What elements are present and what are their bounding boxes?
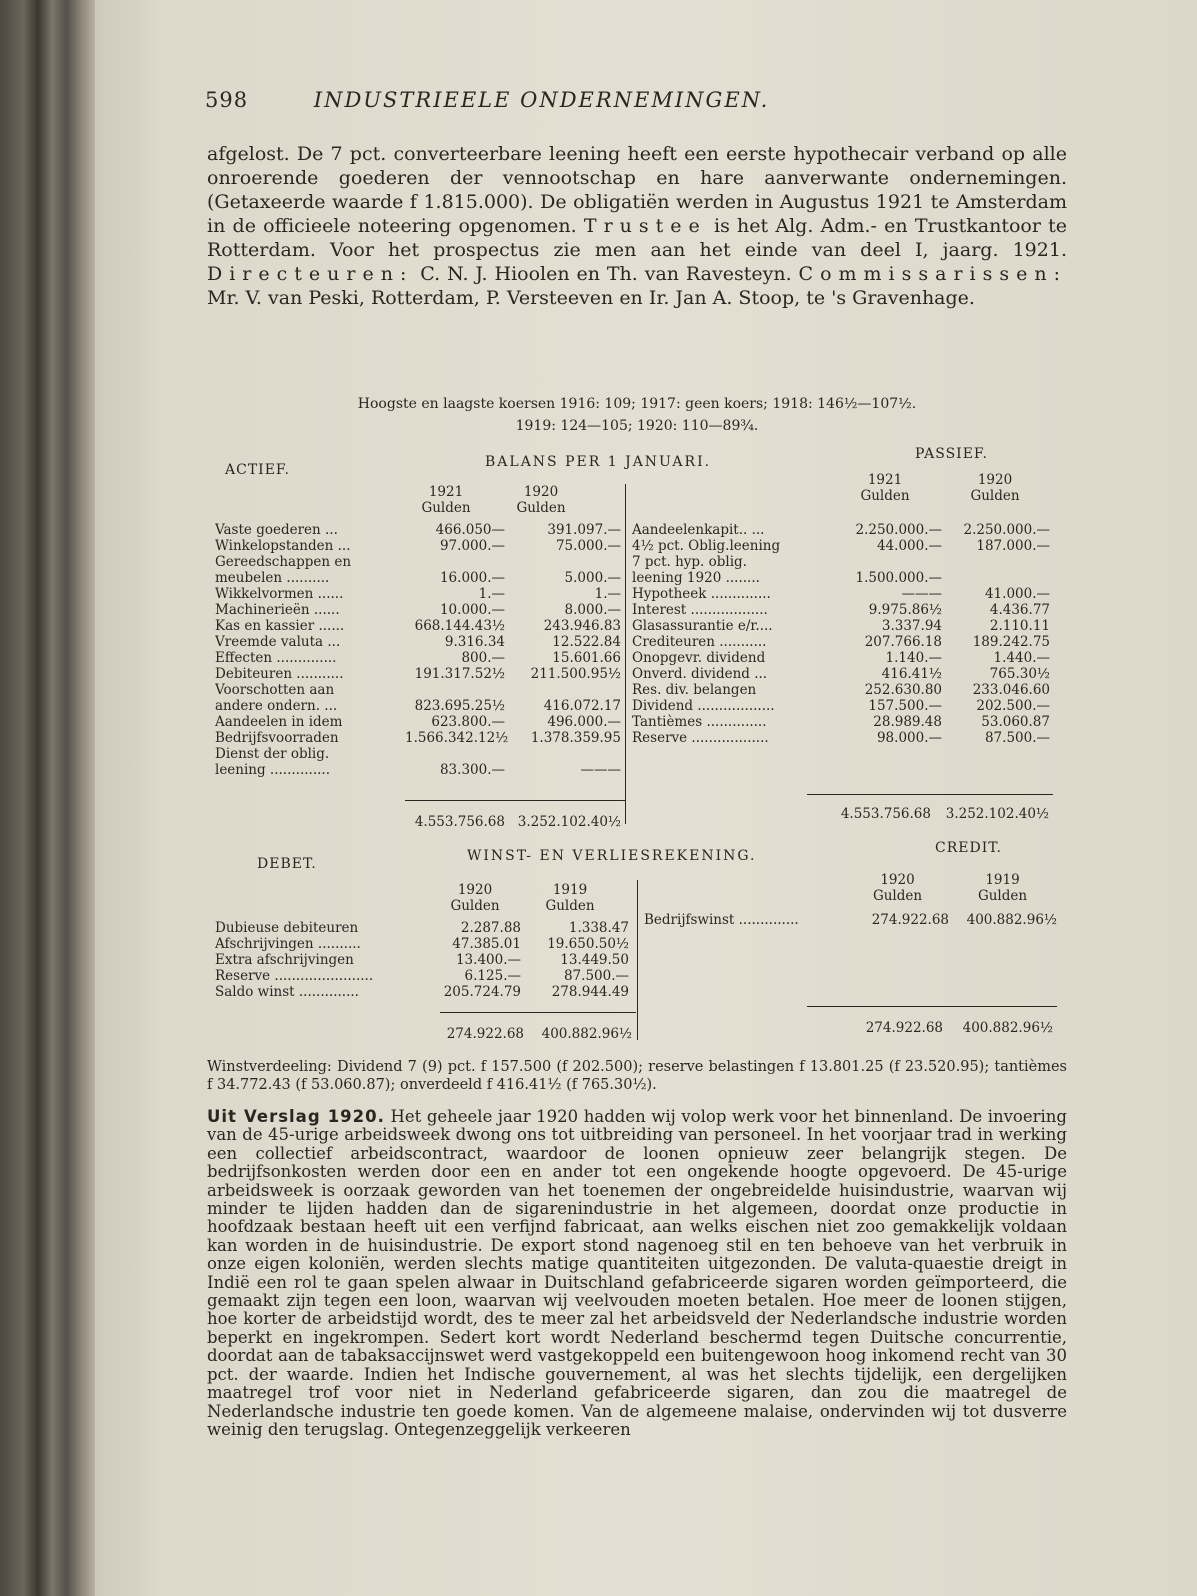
table-row xyxy=(215,554,625,570)
row-value-2: 416.072.17 xyxy=(543,698,621,714)
row-value-1 xyxy=(405,746,505,762)
row-value-1 xyxy=(837,506,942,522)
row-value-2 xyxy=(942,506,1050,522)
intro-text-3: C. N. J. Hioolen en Th. van Ravesteyn. xyxy=(420,263,792,285)
row-value-1: 83.300.— xyxy=(439,762,505,778)
row-label: Extra afschrijvingen xyxy=(215,952,354,968)
row-label xyxy=(632,490,837,506)
table-row xyxy=(632,506,1052,522)
credit-colheads xyxy=(845,872,1055,904)
table-row xyxy=(215,984,635,1000)
row-value-1: 252.630.80 xyxy=(864,682,942,698)
row-label: Hypotheek .............. xyxy=(632,586,771,602)
intro-text-1: afgelost. De 7 pct. converteerbare leening heeft een eerste hypothecair verband op alle onroerende goederen der vennootschap en hare aanverwante ondernemingen. (Getaxeerde waarde f 1.815.000). De obligatiën werden in Augustus 1921 te Amsterdam in de officieele noteering opgenomen. xyxy=(207,143,1067,237)
row-value-2: 400.882.96½ xyxy=(966,912,1057,928)
row-value-1: 207.766.18 xyxy=(864,634,942,650)
actief-unit-2: Gulden xyxy=(516,500,566,516)
passief-year-2: 1920 xyxy=(977,472,1013,488)
row-label: Kas en kassier ...... xyxy=(215,618,345,634)
intro-text-4: Mr. V. van Peski, Rotterdam, P. Versteeven en Ir. Jan A. Stoop, te 's Gravenhage. xyxy=(207,287,975,309)
verslag-text: Het geheele jaar 1920 hadden wij volop werk voor het binnenland. De invoering van de 45-urige arbeidsweek dwong ons tot uitbreiding van personeel. In het voorjaar trad in werking een collectief arbeidscontract, waardoor de loonen opnieuw zeer belangrijk stegen. De bedrijfsonkosten werden door een en ander tot een ongekende hoogte opgevoerd. De 45-urige arbeidsweek is oorzaak geworden van het toenemen der ongebreidelde huisindustrie, waarvan wij minder te lijden hadden dan de sigarenindustrie in het algemeen, doordat onze productie in hoofdzaak bestaan heeft uit een verfijnd fabricaat, aan welks eischen niet zoo gemakkelijk voldaan kan worden in de huisindustrie. De export stond nagenoeg stil en ten behoeve van het verbruik in onze eigen koloniën, werden slechts matige quantiteiten uitgezonden. De valuta-quaestie dreigt in Indië een rol te gaan spelen alwaar in Duitschland gefabriceerde sigaren worden geïmporteerd, die gemaakt zijn tegen een loon, waarvan wij veelvouden moeten betalen. Hoe meer de loonen stijgen, hoe korter de arbeidstijd wordt, des te meer zal het arbeidsveld der Nederlandsche industrie worden beperkt en ingekrompen. Sedert kort wordt Nederland beschermd tegen Duitsche concurrentie, doordat aan de tabaksaccijnswet werd vastgekoppeld een buitengewoon hoog inkomend recht van 30 pct. der waarde. Indien het Indische gouvernement, al was het slechts tijdelijk, een dergelijken maatregel trof voor niet in Nederland gefabriceerde sigaren, dan zou die maatregel de Nederlandsche industrie ten goede komen. Van de algemeene malaise, ondervinden wij tot dusverre weinig den terugslag. Ontegenzeggelijk verkeeren xyxy=(207,1107,1067,1439)
row-label: andere ondern. ... xyxy=(215,698,338,714)
row-value-1: 466.050— xyxy=(435,522,505,538)
row-label: Vreemde valuta ... xyxy=(215,634,341,650)
row-value-1: 1.140.— xyxy=(885,650,942,666)
debet-colheads xyxy=(430,882,620,914)
debet-total-rule xyxy=(440,1012,636,1013)
row-label: Saldo winst .............. xyxy=(215,984,359,1000)
passief-totals xyxy=(807,806,1053,822)
debet-unit-2: Gulden xyxy=(545,898,595,914)
row-label: Res. div. belangen xyxy=(632,682,757,698)
passief-total-rule xyxy=(807,794,1053,795)
running-title: INDUSTRIEELE ONDERNEMINGEN. xyxy=(313,88,770,112)
actief-year-2: 1920 xyxy=(523,484,559,500)
row-label: Debiteuren ........... xyxy=(215,666,344,682)
table-row xyxy=(632,554,1052,570)
table-row xyxy=(215,762,625,778)
table-row xyxy=(215,730,625,746)
passief-total-2: 3.252.102.40½ xyxy=(945,806,1049,822)
row-value-2: 19.650.50½ xyxy=(547,936,629,952)
table-row xyxy=(632,650,1052,666)
row-label: Dubieuse debiteuren xyxy=(215,920,359,936)
table-row xyxy=(215,714,625,730)
row-label: Wikkelvormen ...... xyxy=(215,586,344,602)
table-row xyxy=(632,618,1052,634)
credit-unit-1: Gulden xyxy=(872,888,923,904)
credit-total-2: 400.882.96½ xyxy=(962,1020,1053,1036)
row-value-1: 800.— xyxy=(461,650,505,666)
row-value-1: 9.316.34 xyxy=(444,634,505,650)
table-row xyxy=(632,698,1052,714)
passief-total-1: 4.553.756.68 xyxy=(840,806,931,822)
row-value-2: 12.522.84 xyxy=(552,634,621,650)
row-value-2: 4.436.77 xyxy=(989,602,1050,618)
row-value-2 xyxy=(505,490,621,506)
row-value-1: 157.500.— xyxy=(868,698,942,714)
row-value-1: 6.125.— xyxy=(464,968,521,984)
credit-totals xyxy=(807,1020,1057,1036)
table-row xyxy=(632,634,1052,650)
actief-table xyxy=(215,490,625,778)
commissarissen-label: Commissarissen: xyxy=(798,263,1067,285)
table-row xyxy=(215,952,635,968)
table-row xyxy=(215,634,625,650)
page-number: 598 xyxy=(205,88,249,112)
row-value-2: 243.946.83 xyxy=(543,618,621,634)
row-value-2 xyxy=(505,506,621,522)
winstverdeeling-note: Winstverdeeling: Dividend 7 (9) pct. f 157.500 (f 202.500); reserve belastingen f 13.801.25 (f 23.520.95); tantièmes f 34.772.43 (f 53.060.87); onverdeeld f 416.41½ (f 765.30½). xyxy=(207,1059,1067,1093)
winst-title: WINST- EN VERLIESREKENING. xyxy=(467,848,757,864)
row-value-1: ——— xyxy=(901,586,942,602)
koersen-line-2: 1919: 124—105; 1920: 110—89¾. xyxy=(515,418,759,434)
row-label: Dividend .................. xyxy=(632,698,775,714)
row-label: Dienst der oblig. xyxy=(215,746,330,762)
row-value-1 xyxy=(837,490,942,506)
directeuren-label: Directeuren: xyxy=(207,263,414,285)
row-value-1: 623.800.— xyxy=(431,714,505,730)
table-row xyxy=(632,490,1052,506)
row-label: leening 1920 ........ xyxy=(632,570,760,586)
debet-table xyxy=(215,920,635,1000)
table-row xyxy=(632,586,1052,602)
row-label: Winkelopstanden ... xyxy=(215,538,351,554)
row-value-2: ——— xyxy=(580,762,621,778)
balans-divider xyxy=(625,484,626,824)
table-row xyxy=(632,602,1052,618)
book-spine xyxy=(0,0,95,1596)
row-label: Bedrijfsvoorraden xyxy=(215,730,339,746)
table-row xyxy=(215,618,625,634)
row-value-1 xyxy=(405,554,505,570)
table-row xyxy=(215,538,625,554)
book-page xyxy=(95,0,1197,1596)
row-value-1 xyxy=(837,554,942,570)
actief-year-1: 1921 xyxy=(428,484,464,500)
actief-unit-1: Gulden xyxy=(421,500,471,516)
row-value-1: 9.975.86½ xyxy=(868,602,942,618)
table-row xyxy=(215,522,625,538)
row-value-1: 16.000.— xyxy=(439,570,505,586)
table-row xyxy=(632,570,1052,586)
trustee-label: Trustee xyxy=(583,215,707,237)
credit-unit-2: Gulden xyxy=(977,888,1028,904)
debet-year-2: 1919 xyxy=(552,882,588,898)
row-value-2: 1.— xyxy=(594,586,621,602)
row-value-2: 87.500.— xyxy=(563,968,629,984)
row-label: meubelen .......... xyxy=(215,570,330,586)
row-value-2 xyxy=(505,554,621,570)
row-value-2: 233.046.60 xyxy=(972,682,1050,698)
row-label xyxy=(215,490,405,506)
row-value-2: 13.449.50 xyxy=(560,952,629,968)
credit-table xyxy=(644,912,1059,928)
row-label: Machinerieën ...... xyxy=(215,602,340,618)
actief-total-1: 4.553.756.68 xyxy=(414,814,505,830)
row-value-2: 1.338.47 xyxy=(568,920,629,936)
row-label: Effecten .............. xyxy=(215,650,337,666)
row-label: Interest .................. xyxy=(632,602,768,618)
row-value-2 xyxy=(942,490,1050,506)
row-value-1: 47.385.01 xyxy=(452,936,521,952)
row-value-1: 205.724.79 xyxy=(443,984,521,1000)
row-value-1: 2.250.000.— xyxy=(855,522,942,538)
row-value-2: 391.097.— xyxy=(547,522,621,538)
debet-label: DEBET. xyxy=(257,856,317,872)
table-row xyxy=(632,666,1052,682)
row-value-2: 1.378.359.95 xyxy=(530,730,621,746)
row-value-2: 15.601.66 xyxy=(552,650,621,666)
row-value-1: 13.400.— xyxy=(455,952,521,968)
table-row xyxy=(215,650,625,666)
passief-table xyxy=(632,490,1052,746)
table-row xyxy=(215,570,625,586)
debet-totals xyxy=(440,1026,636,1042)
row-label: Gereedschappen en xyxy=(215,554,352,570)
table-row xyxy=(632,682,1052,698)
row-label: 4½ pct. Oblig.leening xyxy=(632,538,781,554)
row-label: 7 pct. hyp. oblig. xyxy=(632,554,747,570)
table-row xyxy=(215,682,625,698)
row-value-1: 44.000.— xyxy=(876,538,942,554)
table-row xyxy=(215,506,625,522)
koersen-line-1: Hoogste en laagste koersen 1916: 109; 1917: geen koers; 1918: 146½—107½. xyxy=(357,396,917,412)
row-label: Aandeelen in idem xyxy=(215,714,343,730)
row-label: Tantièmes .............. xyxy=(632,714,767,730)
row-label xyxy=(632,506,837,522)
row-value-1: 1.566.342.12½ xyxy=(405,730,509,746)
row-value-1: 274.922.68 xyxy=(871,912,949,928)
row-value-2: 2.250.000.— xyxy=(963,522,1050,538)
row-label: Vaste goederen ... xyxy=(215,522,338,538)
winst-divider xyxy=(637,880,638,1040)
intro-paragraph xyxy=(207,142,1067,310)
row-value-2: 211.500.95½ xyxy=(530,666,621,682)
debet-total-1: 274.922.68 xyxy=(446,1026,524,1042)
row-label: Reserve .................. xyxy=(632,730,769,746)
row-label xyxy=(215,506,405,522)
table-row xyxy=(632,538,1052,554)
actief-label: ACTIEF. xyxy=(225,462,290,478)
debet-unit-1: Gulden xyxy=(450,898,500,914)
row-value-2: 202.500.— xyxy=(976,698,1050,714)
table-row xyxy=(632,714,1052,730)
row-value-1: 1.— xyxy=(478,586,505,602)
table-row xyxy=(215,698,625,714)
row-value-2: 2.110.11 xyxy=(989,618,1050,634)
row-value-1 xyxy=(405,682,505,698)
passief-year-1: 1921 xyxy=(867,472,903,488)
table-row xyxy=(215,920,635,936)
table-row xyxy=(632,522,1052,538)
table-row xyxy=(215,490,625,506)
verslag-section xyxy=(207,1108,1067,1439)
row-value-1: 191.317.52½ xyxy=(414,666,505,682)
passief-unit-1: Gulden xyxy=(860,488,910,504)
row-label: Aandeelenkapit.. ... xyxy=(632,522,765,538)
row-value-1: 1.500.000.— xyxy=(855,570,942,586)
balans-title: BALANS PER 1 JANUARI. xyxy=(485,454,712,470)
passief-unit-2: Gulden xyxy=(970,488,1020,504)
row-label: Crediteuren ........... xyxy=(632,634,767,650)
credit-total-rule xyxy=(807,1006,1057,1007)
row-value-1: 97.000.— xyxy=(439,538,505,554)
verslag-heading: Uit Verslag 1920. xyxy=(207,1107,385,1126)
row-value-1: 98.000.— xyxy=(876,730,942,746)
row-label: leening .............. xyxy=(215,762,331,778)
credit-year-1: 1920 xyxy=(880,872,915,888)
table-row xyxy=(632,730,1052,746)
row-value-2 xyxy=(505,682,621,698)
row-label: Reserve ....................... xyxy=(215,968,374,984)
row-value-2: 53.060.87 xyxy=(981,714,1050,730)
intro-text-2: is het Alg. Adm.- en Trustkantoor te Rotterdam. Voor het prospectus zie men aan het einde van deel I, jaarg. 1921. xyxy=(207,215,1068,261)
passief-label: PASSIEF. xyxy=(915,446,988,462)
table-row xyxy=(215,968,635,984)
row-label: Bedrijfswinst .............. xyxy=(644,912,799,928)
row-value-2: 496.000.— xyxy=(547,714,621,730)
credit-total-1: 274.922.68 xyxy=(865,1020,943,1036)
row-value-2: 75.000.— xyxy=(555,538,621,554)
row-value-2: 189.242.75 xyxy=(972,634,1050,650)
row-value-1: 668.144.43½ xyxy=(414,618,505,634)
row-value-2: 1.440.— xyxy=(993,650,1050,666)
row-value-2 xyxy=(942,554,1050,570)
row-value-1 xyxy=(405,506,505,522)
row-value-2: 187.000.— xyxy=(976,538,1050,554)
row-label: Onopgevr. dividend xyxy=(632,650,766,666)
row-value-1: 3.337.94 xyxy=(881,618,942,634)
row-value-2: 5.000.— xyxy=(564,570,621,586)
table-row xyxy=(644,912,1059,928)
row-value-2: 87.500.— xyxy=(984,730,1050,746)
actief-total-rule xyxy=(405,800,625,801)
running-header xyxy=(205,88,769,112)
row-value-1 xyxy=(405,490,505,506)
table-row xyxy=(215,746,625,762)
row-label: Glasassurantie e/r.... xyxy=(632,618,773,634)
credit-label: CREDIT. xyxy=(935,840,1002,856)
debet-total-2: 400.882.96½ xyxy=(541,1026,632,1042)
row-value-2: 278.944.49 xyxy=(551,984,629,1000)
credit-year-2: 1919 xyxy=(985,872,1020,888)
row-value-2: 41.000.— xyxy=(984,586,1050,602)
row-value-2: 765.30½ xyxy=(989,666,1050,682)
row-value-1: 823.695.25½ xyxy=(414,698,505,714)
actief-totals xyxy=(405,814,625,830)
table-row xyxy=(215,602,625,618)
row-value-1: 2.287.88 xyxy=(460,920,521,936)
row-value-1: 10.000.— xyxy=(439,602,505,618)
row-value-1: 416.41½ xyxy=(881,666,942,682)
actief-total-2: 3.252.102.40½ xyxy=(517,814,621,830)
row-value-2 xyxy=(505,746,621,762)
row-value-1: 28.989.48 xyxy=(873,714,942,730)
row-label: Afschrijvingen .......... xyxy=(215,936,361,952)
table-row xyxy=(215,936,635,952)
row-label: Onverd. dividend ... xyxy=(632,666,768,682)
debet-year-1: 1920 xyxy=(457,882,493,898)
table-row xyxy=(215,666,625,682)
row-label: Voorschotten aan xyxy=(215,682,335,698)
table-row xyxy=(215,586,625,602)
row-value-2 xyxy=(942,570,1050,586)
row-value-2: 8.000.— xyxy=(564,602,621,618)
